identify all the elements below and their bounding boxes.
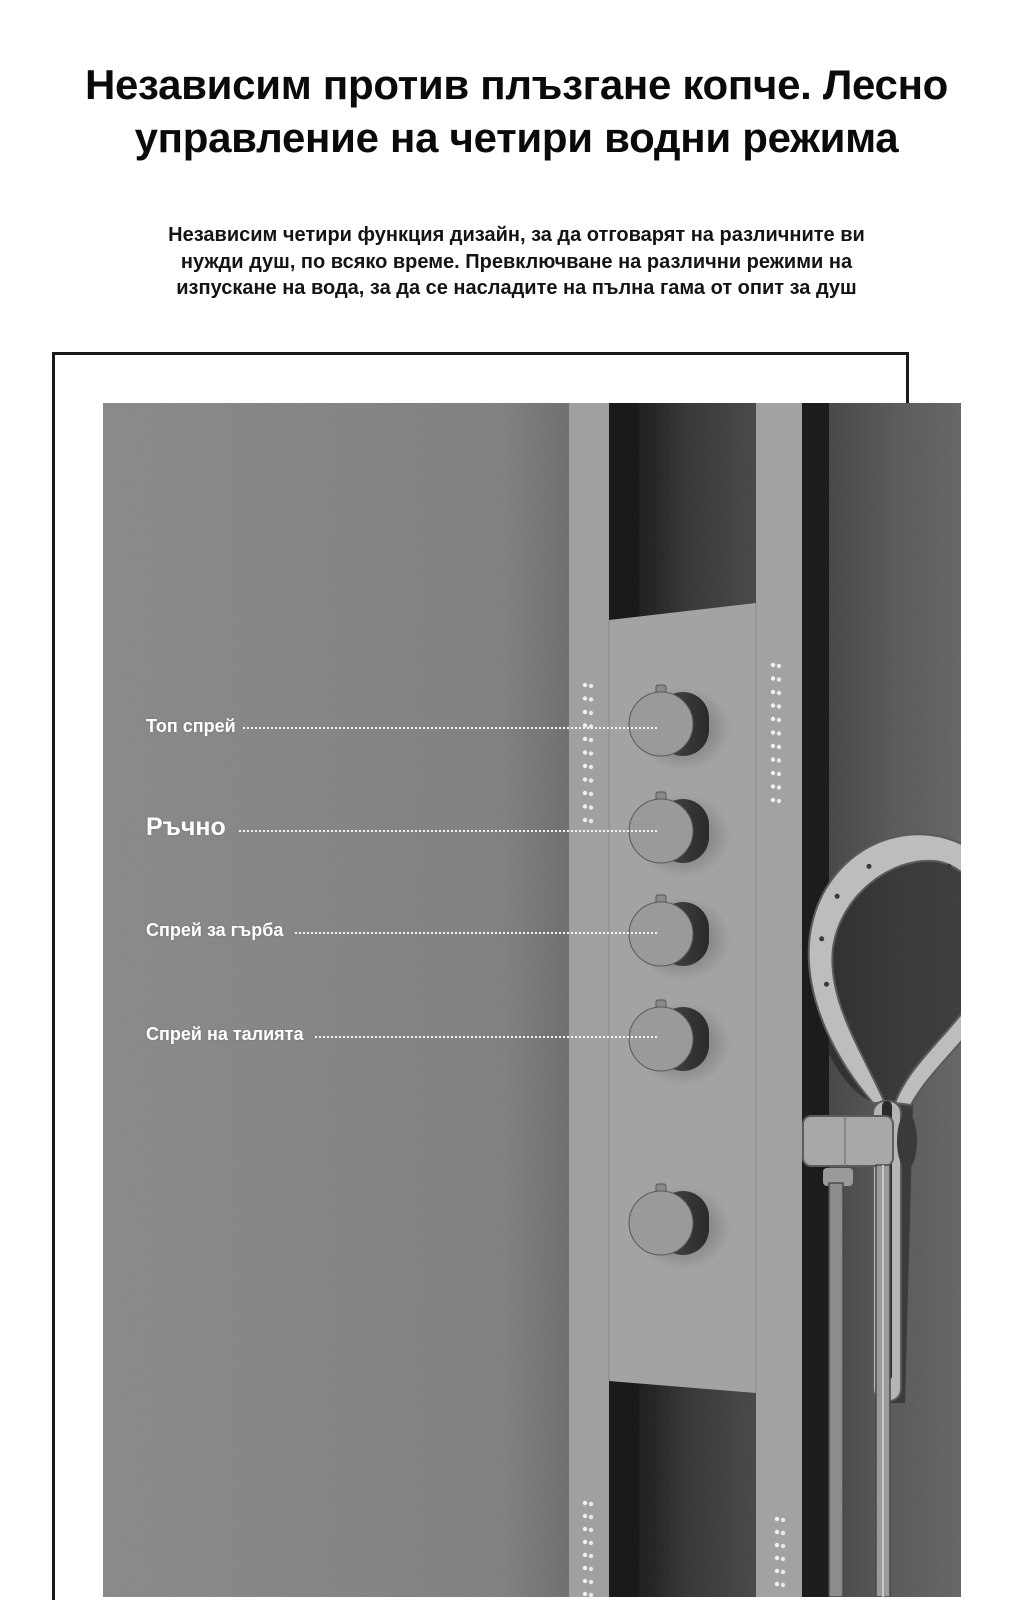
wall-left — [103, 403, 569, 1597]
callout-waist-spray: Спрей на талията — [146, 1024, 304, 1044]
nozzle-dot — [781, 1570, 785, 1574]
shower-head-nozzle — [947, 864, 952, 869]
page-subtitle — [0, 222, 1033, 302]
subtitle-line-2: нужди душ, по всяко време. Превключване на различни режими на — [180, 250, 853, 273]
nozzle-dot — [583, 737, 587, 741]
nozzle-dot — [781, 1544, 785, 1548]
nozzle-dot — [777, 718, 781, 722]
nozzle-dot — [589, 751, 593, 755]
nozzle-dot — [589, 697, 593, 701]
nozzle-dot — [589, 1502, 593, 1506]
nozzle-dot — [583, 1514, 587, 1518]
nozzle-dot — [583, 750, 587, 754]
page-title — [0, 58, 1033, 164]
nozzle-dot — [775, 1543, 779, 1547]
nozzle-dot — [781, 1557, 785, 1561]
nozzle-dot — [583, 804, 587, 808]
nozzle-dot — [781, 1518, 785, 1522]
nozzle-dot — [589, 1593, 593, 1597]
nozzle-dot — [775, 1569, 779, 1573]
frame-border-left — [52, 352, 55, 1600]
nozzle-dot — [589, 1567, 593, 1571]
subtitle-line-3: изпускане на вода, за да се насладите на пълна гама от опит за душ — [176, 277, 857, 299]
nozzle-dot — [777, 691, 781, 695]
title-line-2: управление на четири водни режима — [134, 114, 899, 161]
nozzle-dot — [777, 704, 781, 708]
panel-strip-left — [569, 403, 609, 1597]
nozzle-dot — [589, 1528, 593, 1532]
nozzle-dot — [589, 765, 593, 769]
nozzle-dot — [777, 799, 781, 803]
nozzle-dot — [777, 758, 781, 762]
nozzle-dot — [583, 791, 587, 795]
nozzle-dot — [589, 1554, 593, 1558]
nozzle-dot — [583, 710, 587, 714]
nozzle-dot — [777, 745, 781, 749]
callout-handheld: Ръчно — [146, 813, 226, 841]
nozzle-dot — [589, 1515, 593, 1519]
nozzle-dot — [589, 792, 593, 796]
callout-back-spray: Спрей за гърба — [146, 920, 284, 940]
nozzle-dot — [771, 730, 775, 734]
product-photo — [103, 403, 961, 1597]
subtitle-line-1: Независим четири функция дизайн, за да отговарят на различните ви — [168, 224, 865, 246]
callout-line-back-spray — [295, 932, 657, 934]
nozzle-dot — [583, 1566, 587, 1570]
nozzle-dot — [777, 677, 781, 681]
nozzle-dot — [589, 819, 593, 823]
callout-line-top-spray — [243, 727, 657, 729]
nozzle-dot — [775, 1556, 779, 1560]
nozzle-dot — [777, 772, 781, 776]
shower-panel-illustration — [103, 403, 961, 1597]
nozzle-dot — [589, 778, 593, 782]
nozzle-dot — [771, 784, 775, 788]
nozzle-dot — [777, 664, 781, 668]
shower-head-nozzle — [819, 936, 824, 941]
nozzle-dot — [771, 676, 775, 680]
nozzle-dot — [771, 744, 775, 748]
nozzle-dot — [589, 738, 593, 742]
nozzle-dot — [583, 764, 587, 768]
nozzle-dot — [589, 684, 593, 688]
nozzle-dot — [583, 683, 587, 687]
nozzle-dot — [589, 711, 593, 715]
shower-head-nozzle — [867, 864, 872, 869]
nozzle-dot — [583, 818, 587, 822]
nozzle-dot — [771, 717, 775, 721]
nozzle-dot — [781, 1583, 785, 1587]
shower-head-nozzle — [848, 1019, 853, 1024]
nozzle-dot — [771, 798, 775, 802]
nozzle-dot — [589, 805, 593, 809]
nozzle-dot — [781, 1531, 785, 1535]
nozzle-dot — [775, 1530, 779, 1534]
nozzle-dot — [771, 703, 775, 707]
nozzle-dot — [583, 1540, 587, 1544]
nozzle-dot — [583, 696, 587, 700]
nozzle-dot — [583, 1553, 587, 1557]
panel-strip-right — [756, 403, 802, 1597]
nozzle-dot — [775, 1582, 779, 1586]
shower-head-nozzle — [928, 1041, 933, 1046]
callout-line-waist-spray — [315, 1036, 657, 1038]
nozzle-dot — [777, 785, 781, 789]
nozzle-dot — [583, 1592, 587, 1596]
shower-head-nozzle — [885, 1041, 890, 1046]
nozzle-dot — [589, 1541, 593, 1545]
nozzle-dot — [771, 771, 775, 775]
callout-top-spray: Топ спрей — [146, 716, 236, 736]
shower-head-nozzle — [835, 894, 840, 899]
callout-line-handheld — [239, 830, 657, 832]
frame-border-right — [906, 352, 909, 404]
nozzle-dot — [589, 1580, 593, 1584]
frame-border-top — [52, 352, 909, 355]
nozzle-dot — [771, 757, 775, 761]
nozzle-dot — [775, 1517, 779, 1521]
title-line-1: Независим против плъзгане копче. Лесно — [84, 61, 949, 108]
shower-head-nozzle — [824, 982, 829, 987]
nozzle-dot — [583, 1527, 587, 1531]
nozzle-dot — [777, 731, 781, 735]
nozzle-dot — [771, 690, 775, 694]
nozzle-dot — [583, 1501, 587, 1505]
nozzle-dot — [771, 663, 775, 667]
nozzle-dot — [583, 1579, 587, 1583]
nozzle-dot — [583, 777, 587, 781]
